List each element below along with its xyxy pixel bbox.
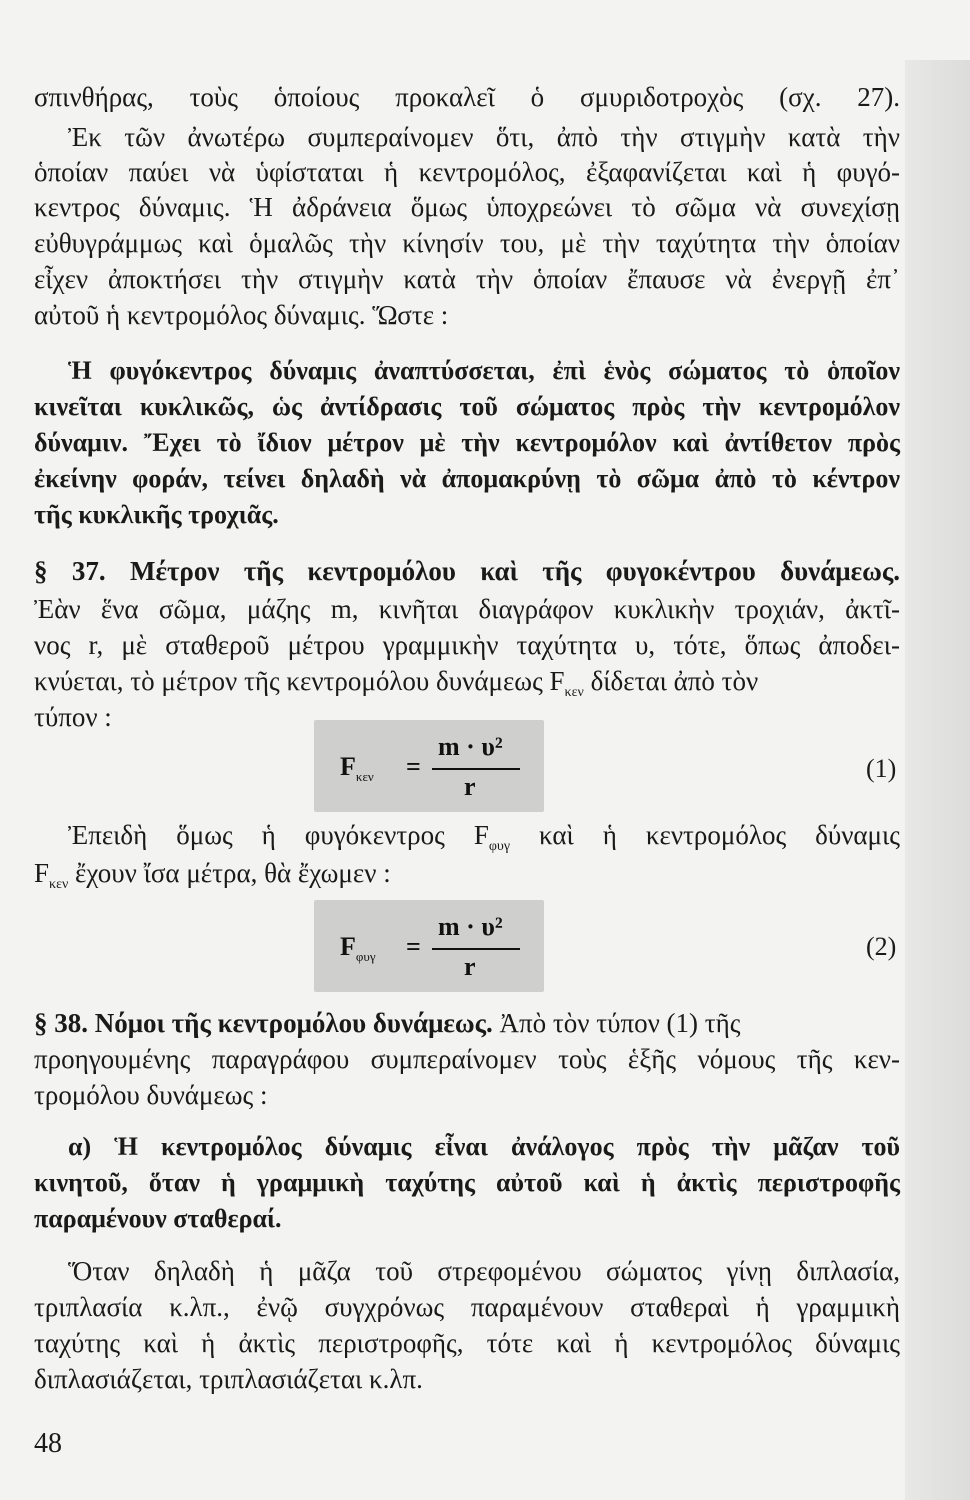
text-line: τρομόλου δυνάμεως : xyxy=(34,1080,268,1110)
text-line: εὐθυγράμμως καὶ ὁμαλῶς τὴν κίνησίν του, μὲ τὴν ταχύτητα τὴν ὁποίαν xyxy=(34,228,900,258)
formula-subscript: κεν xyxy=(355,769,374,784)
text-line: Ὅταν δηλαδὴ ἡ μᾶζα τοῦ στρεφομένου σώματος γίνῃ διπλασία, xyxy=(68,1256,900,1286)
formula-subscript: φυγ xyxy=(355,949,376,964)
subscript: κεν xyxy=(49,877,69,892)
text-span: F xyxy=(34,858,50,888)
page-number: 48 xyxy=(34,1428,62,1459)
text-line: ὁποίαν παύει νὰ ὑφίσταται ἡ κεντρομόλος, ἐξαφανίζεται καὶ ἡ φυγό- xyxy=(34,157,900,187)
law-a-line: κινητοῦ, ὅταν ἡ γραμμικὴ ταχύτης αὐτοῦ καὶ ἡ ἀκτὶς περιστροφῆς xyxy=(34,1168,900,1197)
text-span: ἔχουν ἴσα μέτρα, θὰ ἔχωμεν : xyxy=(68,858,391,888)
formula-2-fraction-bar xyxy=(432,948,520,950)
formula-1-numerator: m · υ² xyxy=(438,732,503,761)
text-line: εἶχεν ἀποκτήσει τὴν στιγμὴν κατὰ τὴν ὁποίαν ἔπαυσε νὰ ἐνεργῇ ἐπ᾽ xyxy=(34,264,900,294)
text-line: τριπλασία κ.λπ., ἐνῷ συγχρόνως παραμένουν σταθεραὶ ἡ γραμμικὴ xyxy=(34,1292,900,1322)
equation-number-1: (1) xyxy=(866,754,897,783)
text-span: κνύεται, τὸ μέτρον τῆς κεντρομόλου δυνάμεως F xyxy=(34,666,565,696)
law-a-line: παραμένουν σταθεραί. xyxy=(34,1204,282,1233)
law-a-line: α) Ἡ κεντρομόλος δύναμις εἶναι ἀνάλογος πρὸς τὴν μᾶζαν τοῦ xyxy=(68,1132,900,1161)
subscript: φυγ xyxy=(488,839,511,854)
formula-1-denominator: r xyxy=(464,772,476,801)
text-line xyxy=(34,818,900,852)
equation-number-2: (2) xyxy=(866,932,897,961)
text-line: ταχύτης καὶ ἡ ἀκτὶς περιστροφῆς, τότε καὶ ἡ κεντρομόλος δύναμις xyxy=(34,1328,900,1358)
formula-1-fraction-bar xyxy=(432,768,520,770)
formula-2-denominator: r xyxy=(464,952,476,981)
formula-symbol: F xyxy=(340,932,356,961)
formula-symbol: F xyxy=(340,752,356,781)
text-line: διπλασιάζεται, τριπλασιάζεται κ.λπ. xyxy=(34,1364,423,1394)
bold-text-line: Ἡ φυγόκεντρος δύναμις ἀναπτύσσεται, ἐπὶ ἑνὸς σώματος τὸ ὁποῖον xyxy=(68,356,900,385)
text-span: Ἐπειδὴ ὅμως ἡ φυγόκεντρος F xyxy=(68,820,489,850)
subscript: κεν xyxy=(564,685,584,700)
section-38-heading: § 38. Νόμοι τῆς κεντρομόλου δυνάμεως. xyxy=(34,1008,493,1038)
formula-2-numerator: m · υ² xyxy=(438,912,503,941)
facing-page-bleed xyxy=(905,60,970,1500)
bold-text-line: τῆς κυκλικῆς τροχιᾶς. xyxy=(34,500,279,529)
text-line: Ἐκ τῶν ἀνωτέρω συμπεραίνομεν ὅτι, ἀπὸ τὴν στιγμὴν κατὰ τὴν xyxy=(68,122,900,152)
text-line xyxy=(34,856,900,890)
bold-text-line: κινεῖται κυκλικῶς, ὡς ἀντίδρασις τοῦ σώματος πρὸς τὴν κεντρομόλον xyxy=(34,392,900,421)
bold-text-line: δύναμιν. Ἔχει τὸ ἴδιον μέτρον μὲ τὴν κεντρομόλον καὶ ἀντίθετον πρὸς xyxy=(34,428,900,457)
text-line: τύπον : xyxy=(34,702,112,732)
text-line xyxy=(34,664,900,698)
text-span: δίδεται ἀπὸ τὸν xyxy=(583,666,759,696)
text-line: αὐτοῦ ἡ κεντρομόλος δύναμις. Ὥστε : xyxy=(34,300,449,330)
section-37-heading: § 37. Μέτρον τῆς κεντρομόλου καὶ τῆς φυγοκέντρου δυνάμεως. xyxy=(34,556,900,586)
text-line: Ἐὰν ἕνα σῶμα, μάζης m, κινῆται διαγράφον κυκλικὴν τροχιάν, ἀκτῖ- xyxy=(34,594,900,624)
text-line: κεντρος δύναμις. Ἡ ἀδράνεια ὅμως ὑποχρεώνει τὸ σῶμα νὰ συνεχίσῃ xyxy=(34,192,900,222)
text-line: νος r, μὲ σταθεροῦ μέτρου γραμμικὴν ταχύτητα υ, τότε, ὅπως ἀποδει- xyxy=(34,630,900,660)
formula-1-equals: = xyxy=(406,752,421,781)
text-span: Ἀπὸ τὸν τύπον (1) τῆς xyxy=(492,1008,741,1038)
text-line: σπινθήρας, τοὺς ὁποίους προκαλεῖ ὁ σμυριδοτροχὸς (σχ. 27). xyxy=(34,82,900,112)
section-38-heading-line xyxy=(34,1006,900,1040)
text-line: προηγουμένης παραγράφου συμπεραίνομεν τοὺς ἑξῆς νόμους τῆς κεν- xyxy=(34,1044,900,1074)
formula-2-lhs xyxy=(340,932,376,965)
bold-text-line: ἐκείνην φοράν, τείνει δηλαδὴ νὰ ἀπομακρύνῃ τὸ σῶμα ἀπὸ τὸ κέντρον xyxy=(34,464,900,493)
text-span: καὶ ἡ κεντρομόλος δύναμις xyxy=(510,820,900,850)
formula-2-equals: = xyxy=(406,932,421,961)
formula-1-lhs xyxy=(340,752,374,785)
